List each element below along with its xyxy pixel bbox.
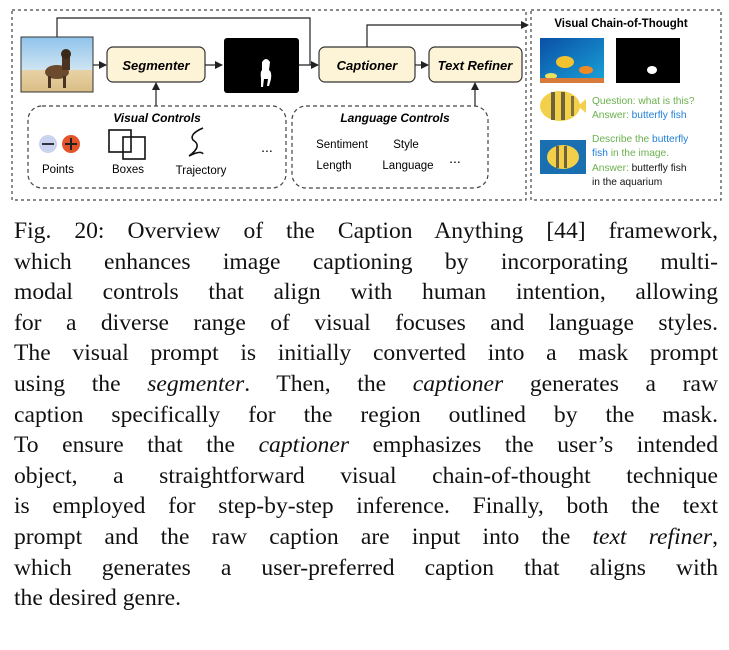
qa2-line2-b: in the image.	[607, 148, 670, 159]
qa2-answer-b: in the aquarium	[592, 177, 663, 188]
qa2-line2	[592, 148, 669, 159]
language-controls-panel	[292, 106, 488, 188]
segmenter-module	[107, 47, 205, 82]
caption-l11b: text refiner	[592, 523, 713, 550]
chain-of-thought-title: Visual Chain-of-Thought	[554, 18, 688, 30]
lang-style: Style	[393, 139, 419, 151]
caption-l6e: generates a raw	[503, 370, 718, 397]
qa1-answer: butterfly fish	[631, 110, 687, 121]
caption-l8c: emphasizes the user’s intended	[349, 432, 718, 459]
segmenter-label: Segmenter	[122, 58, 190, 73]
lang-length: Length	[316, 160, 352, 172]
caption-line-12: which generates a user-preferred caption that aligns with	[14, 554, 718, 581]
caption-line-8	[14, 430, 718, 461]
boxes-label: Boxes	[112, 164, 144, 176]
caption-line-2: which enhances image captioning by incorporating multi-	[14, 248, 718, 275]
caption-l8a: To ensure that the	[14, 432, 259, 459]
visual-controls-panel	[28, 106, 286, 188]
mask-image	[224, 38, 299, 93]
caption-line-10: is employed for step-by-step inference. Finally, both the text	[14, 493, 718, 520]
qa2-answer-a: butterfly fish	[631, 163, 687, 174]
caption-line-5: The visual prompt is initially converted into a mask prompt	[14, 340, 718, 367]
caption-l8b: captioner	[258, 432, 350, 459]
qa1-question: Question: what is this?	[592, 96, 695, 107]
caption-line-9: object, a straightforward visual chain-of-thought technique	[14, 462, 718, 489]
visual-controls-ellipsis: ...	[261, 139, 273, 155]
qa1-answer-prefix: Answer:	[592, 110, 632, 121]
text-refiner-module	[429, 47, 522, 82]
qa1-answer-line	[592, 110, 687, 121]
language-controls-ellipsis: ...	[449, 150, 461, 166]
qa2-line1-a: Describe the	[592, 134, 653, 145]
qa2-line1	[592, 134, 689, 145]
lang-language: Language	[382, 160, 434, 172]
caption-l6a: using the	[14, 370, 148, 397]
input-image	[21, 37, 93, 92]
qa2-line1-b: butterfly	[652, 134, 689, 145]
fish-mask-image	[616, 38, 680, 83]
text-refiner-label: Text Refiner	[437, 58, 513, 73]
caption-l6b: segmenter	[147, 370, 245, 397]
caption-l11a: prompt and the raw caption are input into the	[14, 523, 593, 550]
qa2-line2-a: fish	[592, 148, 608, 159]
butterfly-fish-image-2	[540, 140, 586, 174]
caption-line-4: for a diverse range of visual focuses and language styles.	[14, 309, 718, 336]
visual-controls-title: Visual Controls	[113, 111, 201, 125]
qa2-answer-line	[592, 163, 687, 174]
points-icon	[39, 135, 80, 153]
caption-line-6	[14, 369, 718, 400]
captioner-label: Captioner	[336, 58, 398, 73]
points-label: Points	[42, 164, 74, 176]
captioner-module	[319, 47, 415, 82]
trajectory-icon	[189, 128, 203, 156]
qa2-answer-prefix: Answer:	[592, 163, 632, 174]
butterfly-fish-image-1	[540, 91, 586, 121]
framework-diagram	[0, 0, 729, 210]
trajectory-label: Trajectory	[175, 165, 227, 177]
caption-line-3: modal controls that align with human intention, allowing	[14, 279, 718, 306]
caption-line-7: caption specifically for the region outlined by the mask.	[14, 401, 718, 428]
figure-caption	[14, 216, 718, 614]
caption-l6c: . Then, the	[244, 370, 413, 397]
caption-line-1: Fig. 20: Overview of the Caption Anything [44] framework,	[14, 218, 718, 244]
caption-l11c: ,	[712, 523, 718, 550]
caption-l6d: captioner	[412, 370, 504, 397]
boxes-icon	[109, 130, 145, 159]
caption-line-13: the desired genre.	[14, 585, 182, 612]
caption-line-11	[14, 522, 718, 553]
language-controls-title: Language Controls	[340, 111, 450, 125]
lang-sentiment: Sentiment	[316, 139, 368, 151]
aquarium-image	[540, 38, 604, 83]
